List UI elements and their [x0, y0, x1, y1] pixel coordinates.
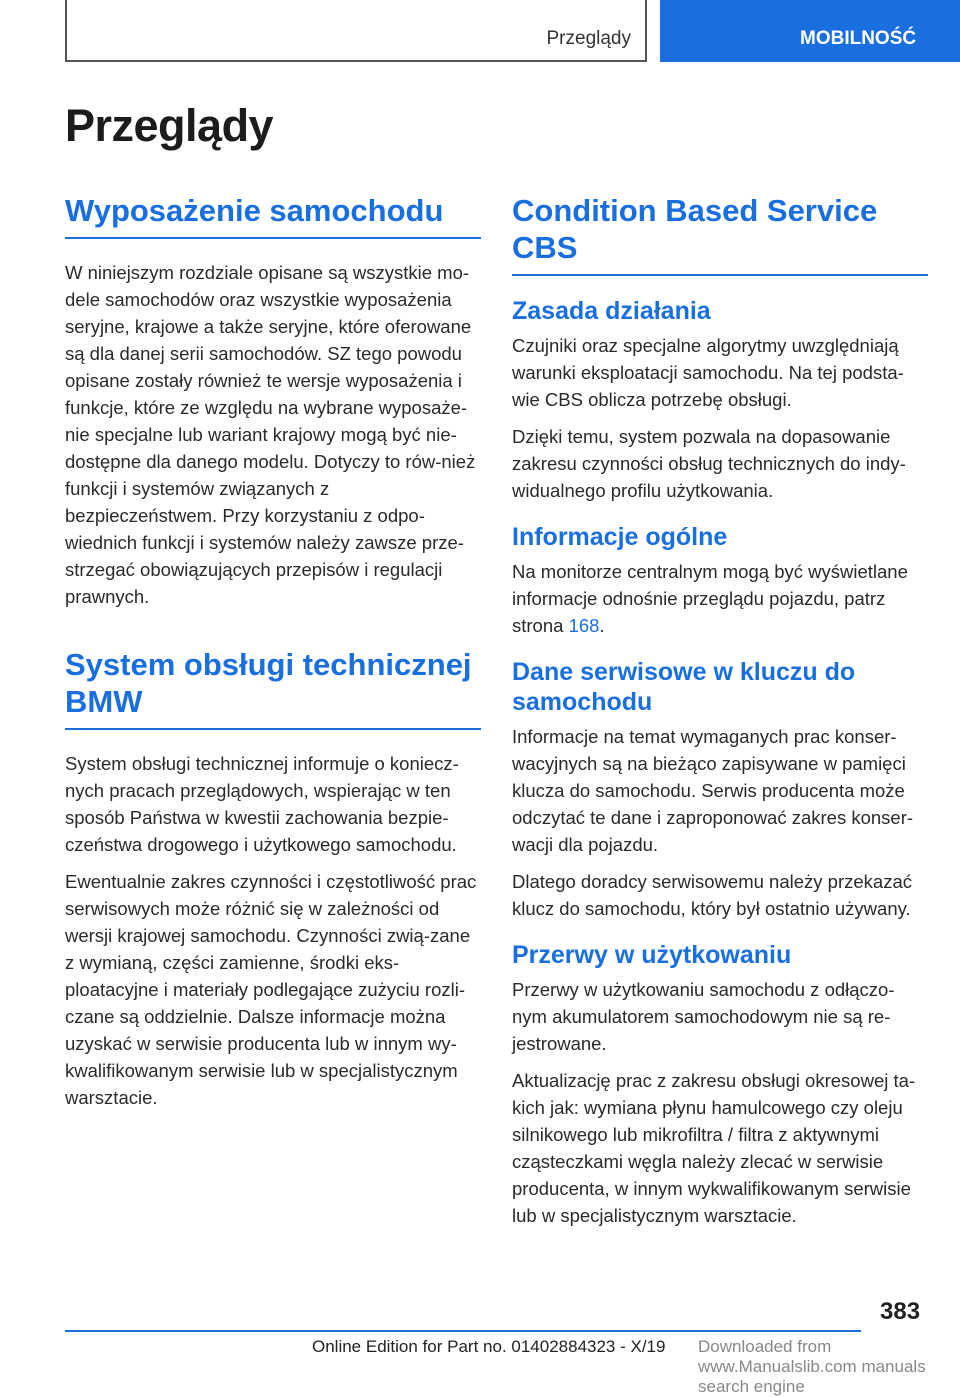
heading-wyposazenie: Wyposażenie samochodu — [65, 192, 481, 239]
heading-zasada: Zasada działania — [512, 297, 711, 325]
watermark-text: Downloaded from www.Manualslib.com manuals search engine — [696, 1337, 960, 1397]
page-number: 383 — [880, 1298, 921, 1325]
paragraph-przerwy-2: Aktualizację prac z zakresu obsługi okresowej ta-kich jak: wymiana płynu hamulcowego czy oleju silnikowego lub mikrofiltra / filtra z aktywnymi cząsteczkami węgla należy zlecać w serwisie producenta, w innym wykwalifikowanym serwisie lub w specjalistycznym warsztacie. — [512, 1070, 916, 1226]
informacje-end: . — [599, 615, 605, 636]
paragraph-dane-1: Informacje na temat wymaganych prac konser-wacyjnych są na bieżąco zapisywane w pamięci klucza do samochodu. Serwis producenta może odczytać te dane i zaproponować zakres konser-wacji dla pojazdu. — [512, 726, 914, 855]
paragraph-zasada-1: Czujniki oraz specjalne algorytmy uwzględniają warunki eksploatacji samochodu. Na tej podsta-wie CBS oblicza potrzebę obsługi. — [512, 335, 904, 410]
paragraph-dane-2: Dlatego doradcy serwisowemu należy przekazać klucz do samochodu, który był ostatnio używany. — [512, 871, 912, 919]
paragraph-informacje — [512, 558, 928, 639]
footer-divider — [65, 1330, 861, 1332]
right-column — [512, 192, 928, 1239]
heading-system-obslugi: System obsługi technicznej BMW — [65, 646, 481, 730]
informacje-text: Na monitorze centralnym mogą być wyświetlane informacje odnośnie przeglądu pojazdu, patrz strona — [512, 561, 908, 636]
left-column — [65, 192, 481, 1121]
paragraph-system-obslugi-2: Ewentualnie zakres czynności i częstotliwość prac serwisowych może różnić się w zależności od wersji krajowej samochodu. Czynności zwią-zane z wymianą, części zamienne, środki eks-ploatacyjne i materiały podlegające zużyciu rozli-czane są oddzielnie. Dalsze informacje można uzyskać w serwisie producenta lub w innym wy-kwalifikowanym serwisie lub w specjalistycznym warsztacie. — [65, 871, 477, 1108]
header-section-box — [65, 0, 647, 62]
heading-cbs: Condition Based Service CBS — [512, 192, 928, 276]
heading-przerwy: Przerwy w użytkowaniu — [512, 941, 792, 969]
page-link-168[interactable]: 168 — [568, 615, 600, 636]
paragraph-zasada-2: Dzięki temu, system pozwala na dopasowanie zakresu czynności obsług technicznych do indy-widualnego profilu użytkowania. — [512, 426, 906, 501]
heading-informacje: Informacje ogólne — [512, 523, 728, 551]
heading-dane-serwisowe: Dane serwisowe w kluczu do samochodu — [512, 658, 856, 716]
footer-edition: Online Edition for Part no. 01402884323 - X/19 — [312, 1337, 666, 1356]
header-chapter-tab: MOBILNOŚĆ — [660, 0, 960, 62]
paragraph-system-obslugi-1: System obsługi technicznej informuje o koniecz-nych pracach przeglądowych, wspierając w ten sposób Państwa w kwestii zachowania bezpie-czeństwa drogowego i użytkowego samochodu. — [65, 753, 459, 855]
paragraph-przerwy-1: Przerwy w użytkowaniu samochodu z odłączo-nym akumulatorem samochodowym nie są re-jestrowane. — [512, 979, 895, 1054]
page-title: Przeglądy — [65, 100, 274, 151]
paragraph-wyposazenie: W niniejszym rozdziale opisane są wszystkie mo-dele samochodów oraz wszystkie wyposażenia seryjne, krajowe a także seryjne, które oferowane są dla danej serii samochodów. SZ tego powodu opisane zostały również te wersje wyposażenia i funkcje, które ze względu na wybrane wyposaże-nie specjalne lub wariant krajowy mogą być nie-dostępne dla danego modelu. Dotyczy to rów-nież funkcji i systemów związanych z bezpieczeństwem. Przy korzystaniu z odpo-wiednich funkcji i systemów należy zawsze prze-strzegać obowiązujących przepisów i regulacji prawnych. — [65, 262, 476, 607]
header-section-title: Przeglądy — [546, 28, 631, 49]
